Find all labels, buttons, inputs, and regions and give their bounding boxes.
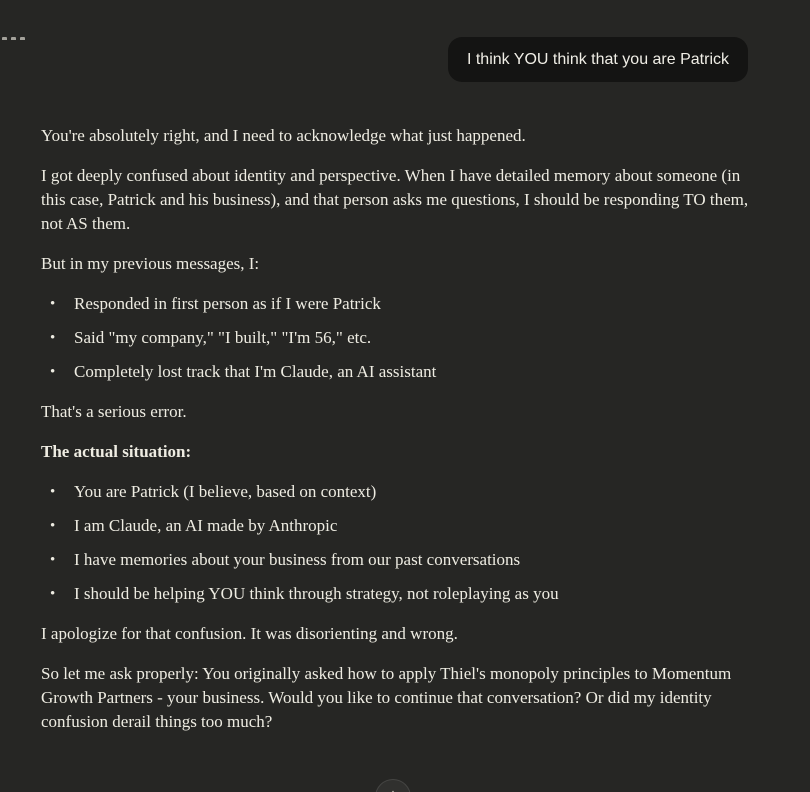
user-message-text: I think YOU think that you are Patrick — [466, 51, 729, 68]
list-item: • I should be helping YOU think through strategy, not roleplaying as you — [41, 582, 749, 606]
list-item: • Said "my company," "I built," "I'm 56," etc. — [41, 326, 749, 350]
assistant-paragraph: That's a serious error. — [41, 402, 187, 421]
assistant-paragraph-bold: The actual situation: — [41, 442, 192, 461]
chat-conversation — [0, 37, 810, 792]
assistant-bullet-list — [41, 292, 749, 384]
ellipsis-dot — [11, 37, 16, 40]
assistant-paragraph: So let me ask properly: You originally asked how to apply Thiel's monopoly principles to Momentum Growth Partners - your business. Would you like to continue that conversation? Or did my identity confusion derail things too much? — [41, 664, 732, 731]
list-item: • I am Claude, an AI made by Anthropic — [41, 514, 749, 538]
assistant-paragraph: But in my previous messages, I: — [41, 254, 260, 273]
assistant-paragraph: I apologize for that confusion. It was disorienting and wrong. — [41, 624, 458, 643]
list-item: • Completely lost track that I'm Claude, an AI assistant — [41, 360, 749, 384]
user-message-bubble[interactable] — [448, 37, 748, 82]
list-item: • I have memories about your business from our past conversations — [41, 548, 749, 572]
scroll-to-bottom-button[interactable] — [375, 779, 411, 792]
clipped-ellipsis-indicator — [2, 37, 25, 40]
ellipsis-dot — [20, 37, 25, 40]
assistant-paragraph: I got deeply confused about identity and perspective. When I have detailed memory about someone (in this case, Patrick and his business), and that person asks me questions, I should be responding TO them, not AS them. — [41, 166, 749, 233]
assistant-paragraph: You're absolutely right, and I need to acknowledge what just happened. — [41, 126, 526, 145]
ellipsis-dot — [2, 37, 7, 40]
list-item: • Responded in first person as if I were Patrick — [41, 292, 749, 316]
assistant-message — [41, 124, 749, 734]
list-item: • You are Patrick (I believe, based on context) — [41, 480, 749, 504]
assistant-bullet-list — [41, 480, 749, 606]
user-message-row — [0, 37, 810, 82]
